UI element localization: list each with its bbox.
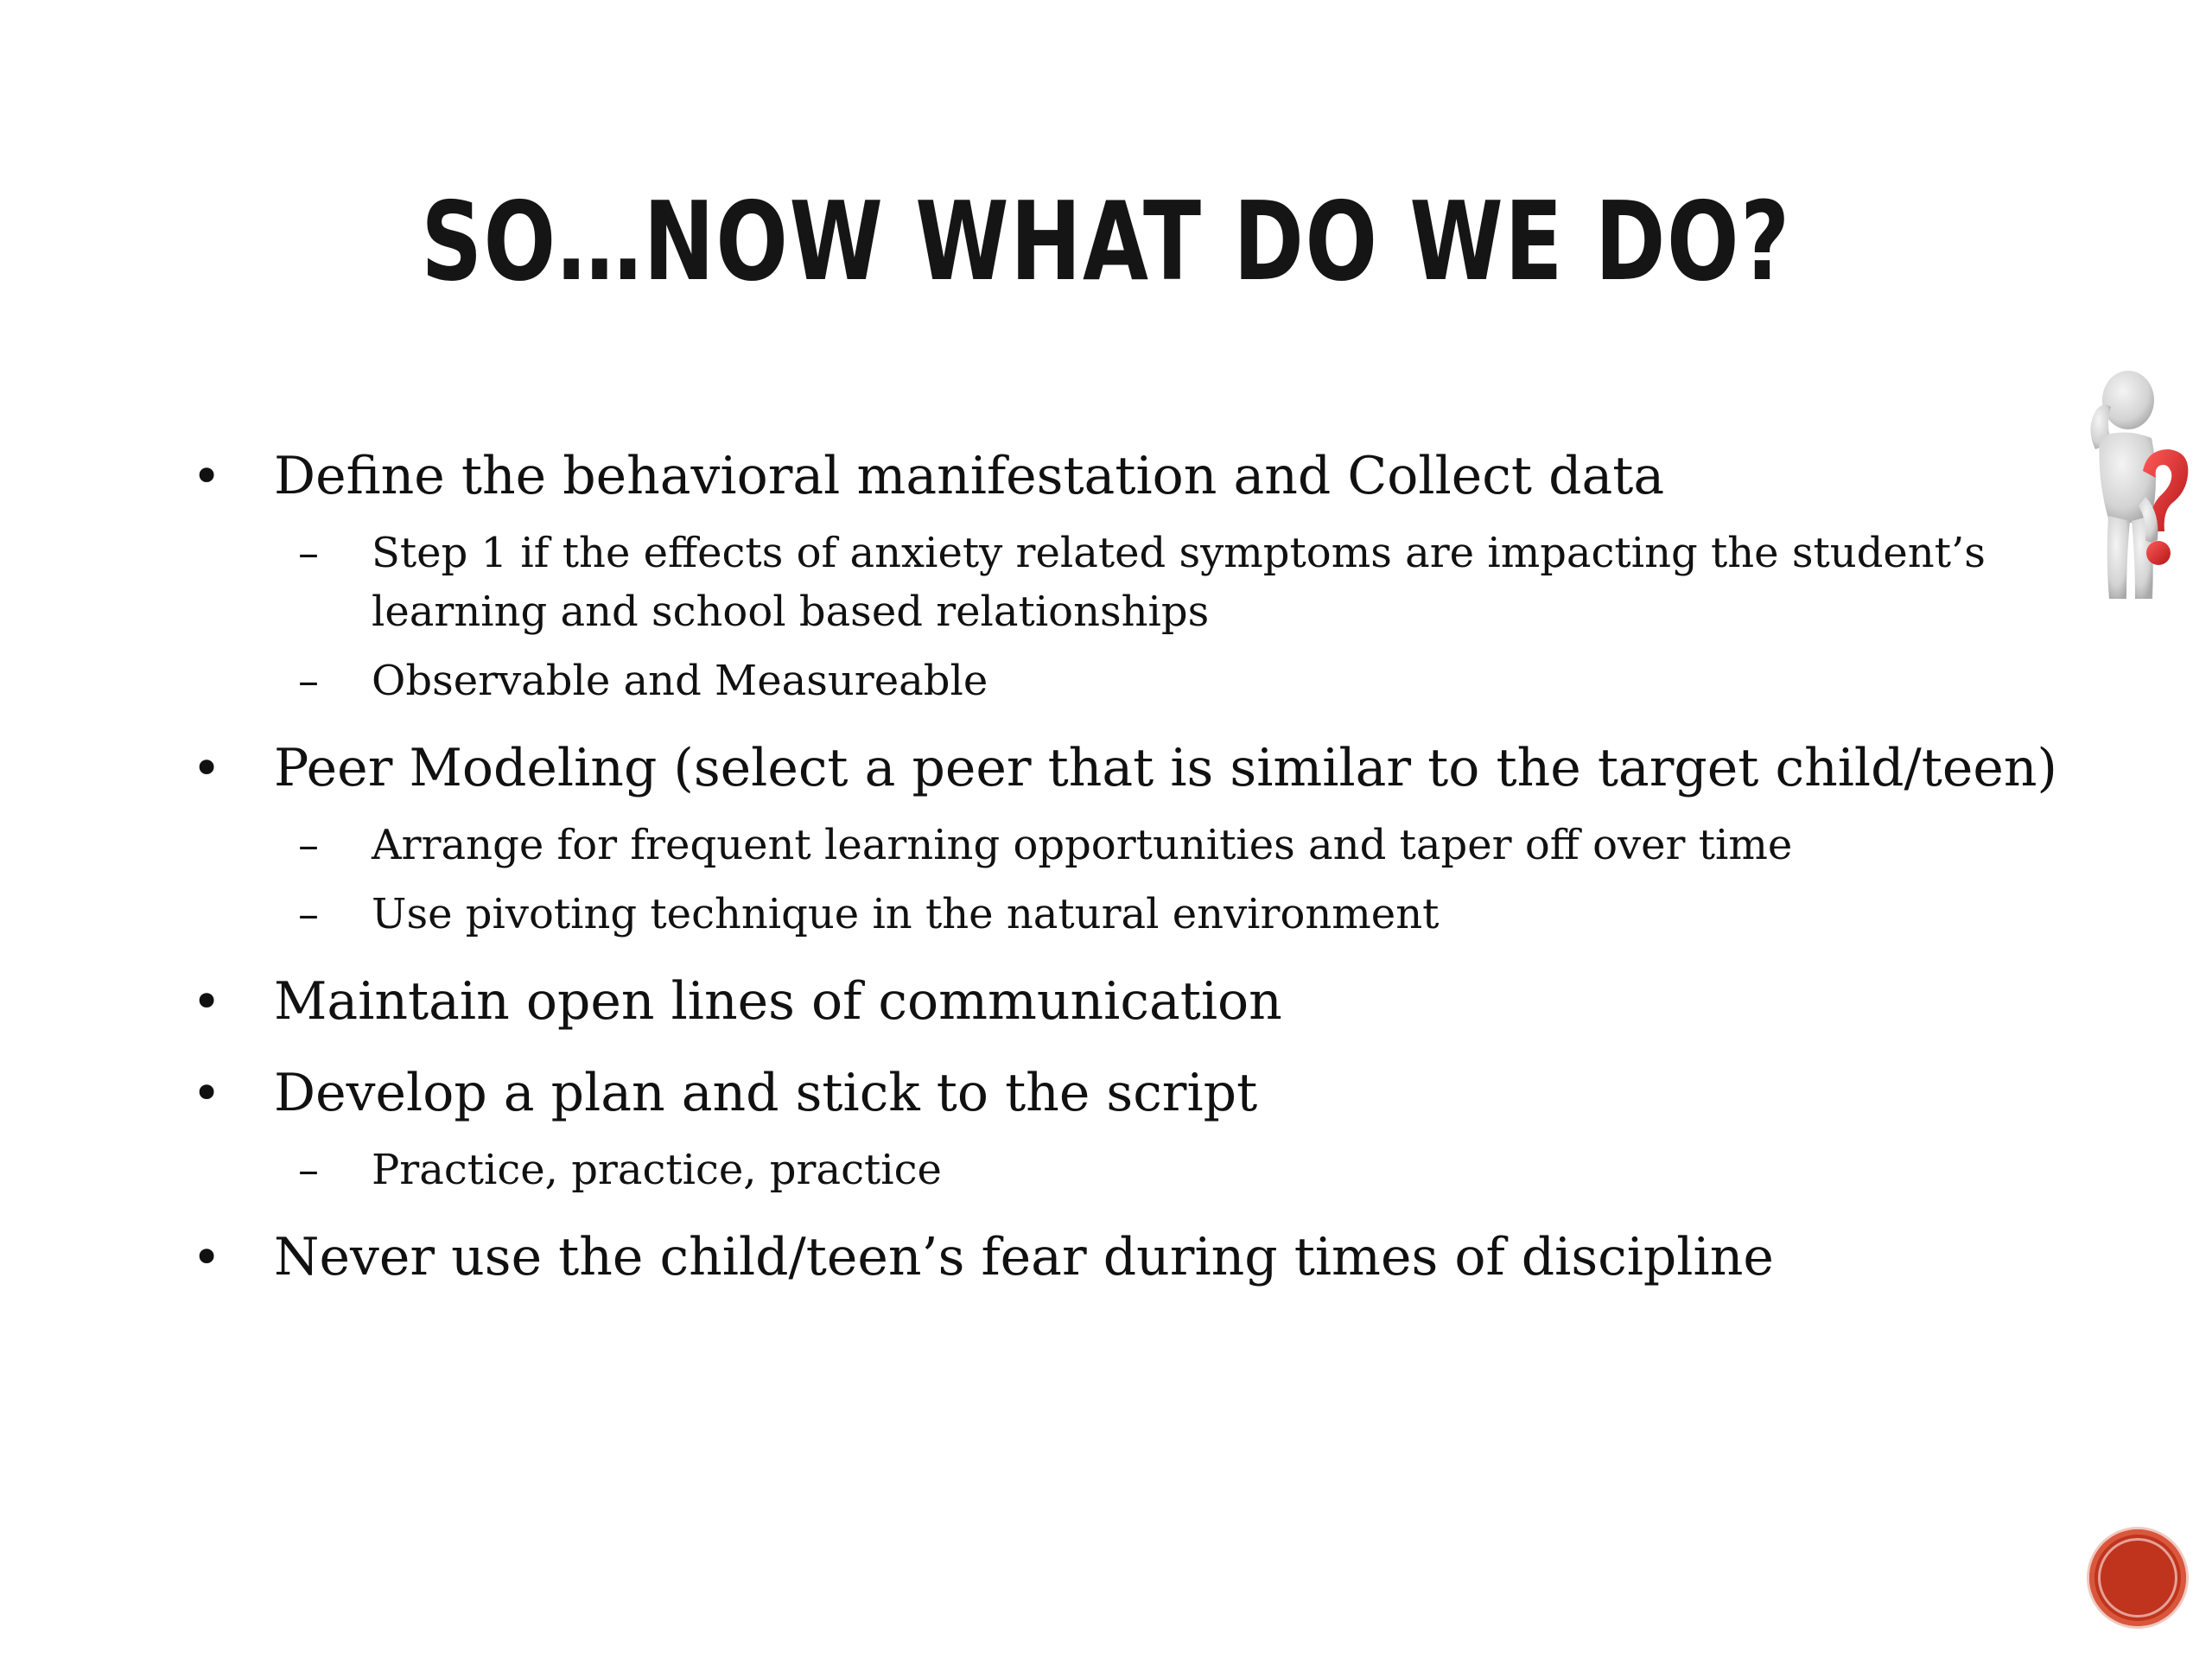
sub-bullet-item [183,816,2110,874]
sub-bullet-glyph: – [298,1146,319,1194]
sub-bullet-item [183,885,2110,944]
bullet-glyph: • [192,739,222,798]
bullet-item [183,731,2110,805]
bullet-glyph: • [192,1228,222,1287]
sub-bullet-glyph: – [298,529,319,577]
sub-bullet-text: Observable and Measureable [372,657,988,705]
sub-bullet-glyph: – [298,657,319,705]
bullet-text: Develop a plan and stick to the script [274,1063,1258,1123]
sub-bullet-text: Step 1 if the effects of anxiety related symptoms are impacting the student’s learning and school based relationships [372,529,1986,636]
slide-title: SO…NOW WHAT DO WE DO? [421,178,1791,305]
sub-bullet-glyph: – [298,821,319,869]
bullet-text: Never use the child/teen’s fear during times of discipline [274,1227,1774,1287]
sub-bullet-item [183,1141,2110,1199]
sub-bullet-glyph: – [298,890,319,938]
sub-bullet-text: Use pivoting technique in the natural environment [372,890,1440,938]
bullet-item [183,964,2110,1039]
bullet-item [183,1056,2110,1130]
bullet-item [183,439,2110,513]
bullet-text: Peer Modeling (select a peer that is similar to the target child/teen) [274,738,2057,798]
bullet-item [183,1220,2110,1294]
bullet-glyph: • [192,972,222,1031]
sub-bullet-text: Practice, practice, practice [372,1146,942,1194]
bullet-text: Maintain open lines of communication [274,971,1282,1032]
sub-bullet-item [183,652,2110,710]
sub-bullet-item [183,524,2110,641]
bullet-text: Define the behavioral manifestation and Collect data [274,446,1665,506]
bullet-list [183,439,2110,1294]
bullet-glyph: • [192,1064,222,1122]
sub-bullet-text: Arrange for frequent learning opportunities and taper off over time [372,821,1793,869]
bullet-glyph: • [192,447,222,505]
nav-circle-button-icon[interactable] [2089,1529,2186,1626]
